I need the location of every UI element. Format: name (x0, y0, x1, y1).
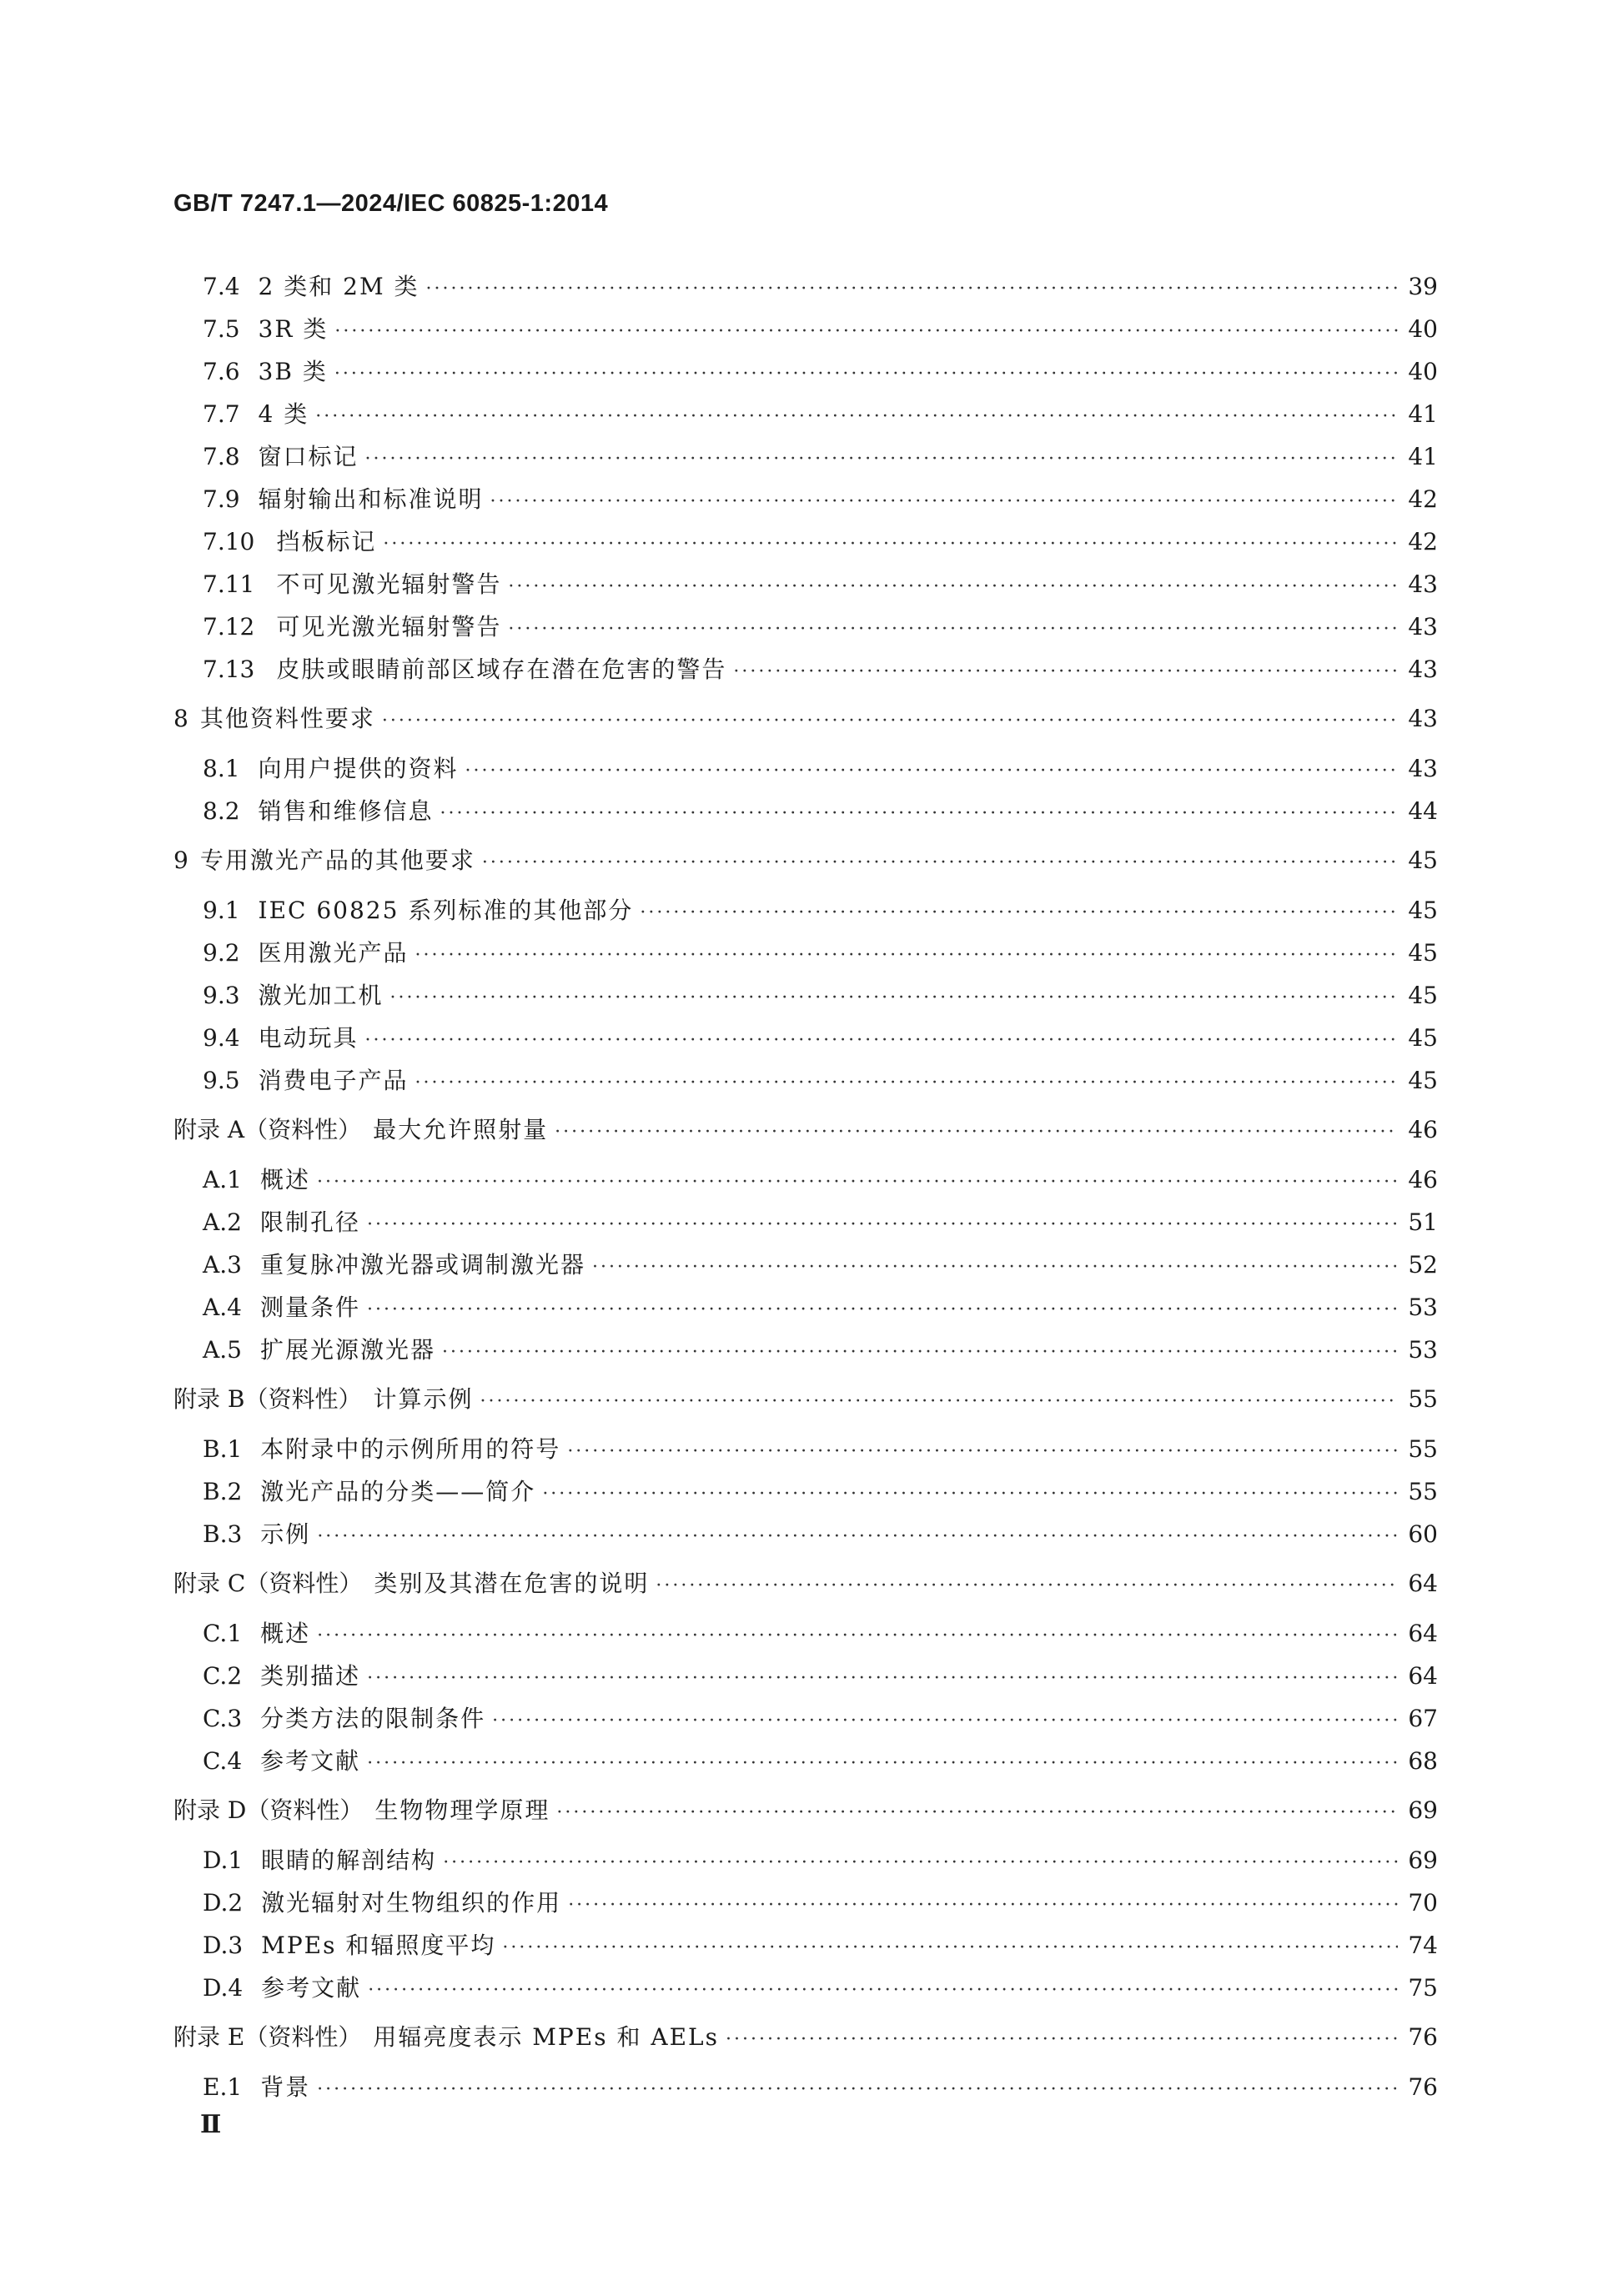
toc-entry-title: 3R 类 (258, 315, 329, 343)
toc-entry-number: 9.2 (203, 939, 240, 967)
toc-entry-page: 75 (1408, 1974, 1438, 2002)
toc-entry[interactable] (173, 1697, 1438, 1740)
toc-entry-title: 专用激光产品的其他要求 (199, 847, 475, 874)
toc-entry-number: 7.10 (203, 528, 255, 555)
toc-leader-dots (465, 750, 1398, 792)
toc-entry-title: 皮肤或眼睛前部区域存在潜在危害的警告 (276, 656, 727, 683)
toc-entry-page: 76 (1408, 2023, 1438, 2051)
toc-entry-page: 64 (1408, 1662, 1438, 1690)
toc-leader-dots (415, 934, 1398, 977)
toc-entry-page: 40 (1408, 358, 1438, 385)
toc-leader-dots (390, 977, 1398, 1019)
toc-entry-title: 本附录中的示例所用的符号 (260, 1435, 561, 1463)
toc-entry-number: 8 (173, 705, 188, 732)
toc-entry-page: 41 (1408, 443, 1438, 470)
document-header: GB/T 7247.1—2024/IEC 60825-1:2014 (173, 190, 609, 217)
toc-entry-page: 45 (1408, 939, 1438, 967)
toc-entry-page: 41 (1408, 400, 1438, 428)
toc-entry[interactable] (173, 974, 1438, 1017)
toc-entry-title: 4 类 (258, 400, 309, 428)
toc-entry-title: 背景 (260, 2073, 311, 2101)
toc-entry-number: A.3 (203, 1251, 242, 1279)
toc-entry[interactable] (173, 1967, 1438, 2009)
toc-entry-page: 46 (1408, 1166, 1438, 1193)
toc-entry-title: 最大允许照射量 (373, 1116, 549, 1143)
toc-entry-title: IEC 60825 系列标准的其他部分 (258, 897, 634, 924)
toc-entry[interactable] (173, 1158, 1438, 1201)
toc-entry-number: 附录 D（资料性） (173, 1796, 364, 1824)
toc-leader-dots (490, 480, 1398, 523)
toc-entry[interactable] (173, 839, 1438, 882)
toc-entry-title: 挡板标记 (276, 528, 377, 555)
toc-leader-dots (555, 1111, 1398, 1153)
toc-leader-dots (568, 1884, 1398, 1927)
toc-entry-page: 70 (1408, 1889, 1438, 1917)
toc-entry-page: 45 (1408, 897, 1438, 924)
toc-entry-page: 52 (1408, 1251, 1438, 1279)
toc-entry-title: 2 类和 2M 类 (258, 273, 420, 300)
toc-leader-dots (567, 1430, 1398, 1473)
toc-entry[interactable] (173, 1243, 1438, 1286)
toc-leader-dots (640, 892, 1398, 934)
toc-entry-number: 附录 C（资料性） (173, 1570, 363, 1597)
toc-entry[interactable] (173, 563, 1438, 605)
toc-entry-number: 9 (173, 847, 188, 874)
toc-leader-dots (317, 1515, 1398, 1558)
toc-entry-page: 55 (1408, 1478, 1438, 1505)
toc-entry-number: 附录 A（资料性） (173, 1116, 362, 1143)
toc-entry-page: 44 (1408, 797, 1438, 825)
toc-entry-number: C.3 (203, 1705, 243, 1732)
toc-entry-number: C.1 (203, 1620, 243, 1647)
toc-entry-number: 8.1 (203, 755, 240, 782)
toc-entry-page: 43 (1408, 570, 1438, 598)
toc-entry-number: B.3 (203, 1520, 243, 1548)
toc-entry-title: 参考文献 (260, 1747, 361, 1775)
toc-entry-page: 76 (1408, 2073, 1438, 2101)
toc-entry-number: D.4 (203, 1974, 244, 2002)
toc-entry[interactable] (173, 1108, 1438, 1151)
toc-entry-title: 不可见激光辐射警告 (276, 570, 502, 598)
toc-entry[interactable] (173, 1839, 1438, 1882)
toc-entry-page: 55 (1408, 1435, 1438, 1463)
toc-leader-dots (542, 1473, 1398, 1515)
toc-entry[interactable] (173, 889, 1438, 932)
toc-leader-dots (365, 1019, 1398, 1062)
toc-leader-dots (733, 651, 1398, 693)
toc-entry-number: B.2 (203, 1478, 243, 1505)
toc-leader-dots (440, 792, 1398, 835)
toc-entry[interactable] (173, 1789, 1438, 1831)
toc-leader-dots (334, 310, 1398, 353)
toc-entry[interactable] (173, 605, 1438, 648)
toc-entry-page: 43 (1408, 755, 1438, 782)
toc-entry-number: D.3 (203, 1932, 244, 1959)
toc-entry-number: C.2 (203, 1662, 243, 1690)
toc-entry[interactable] (173, 1740, 1438, 1782)
toc-entry-number: 9.4 (203, 1024, 240, 1052)
toc-entry-title: 电动玩具 (258, 1024, 359, 1052)
toc-entry[interactable] (173, 1017, 1438, 1059)
toc-entry[interactable] (173, 265, 1438, 308)
toc-entry[interactable] (173, 1428, 1438, 1470)
toc-leader-dots (480, 1380, 1399, 1423)
toc-leader-dots (317, 1161, 1398, 1203)
page-number: Ⅱ (200, 2110, 222, 2139)
toc-leader-dots (367, 1289, 1398, 1331)
toc-entry-number: A.4 (203, 1294, 242, 1321)
toc-leader-dots (315, 395, 1398, 438)
toc-entry-number: 附录 E（资料性） (173, 2023, 362, 2051)
toc-entry-page: 40 (1408, 315, 1438, 343)
toc-entry-title: 消费电子产品 (258, 1067, 409, 1094)
toc-entry[interactable] (173, 932, 1438, 974)
toc-entry-title: 其他资料性要求 (199, 705, 375, 732)
toc-leader-dots (492, 1700, 1398, 1742)
toc-leader-dots (415, 1062, 1398, 1104)
toc-entry-title: 向用户提供的资料 (258, 755, 459, 782)
toc-entry-page: 45 (1408, 847, 1438, 874)
toc-entry[interactable] (173, 2016, 1438, 2058)
toc-entry-page: 64 (1408, 1620, 1438, 1647)
toc-leader-dots (556, 1791, 1398, 1834)
toc-entry-page: 67 (1408, 1705, 1438, 1732)
toc-entry-title: 重复脉冲激光器或调制激光器 (259, 1251, 585, 1279)
toc-leader-dots (367, 1203, 1398, 1246)
toc-entry-page: 53 (1408, 1336, 1438, 1364)
toc-entry[interactable] (173, 1513, 1438, 1555)
toc-leader-dots (442, 1331, 1398, 1374)
toc-entry[interactable] (173, 2066, 1438, 2108)
toc-entry-number: 9.5 (203, 1067, 240, 1094)
toc-entry-title: 扩展光源激光器 (259, 1336, 435, 1364)
toc-entry-title: 激光辐射对生物组织的作用 (261, 1889, 562, 1917)
toc-entry-number: A.1 (203, 1166, 242, 1193)
toc-entry[interactable] (173, 1329, 1438, 1371)
toc-entry-number: 7.13 (203, 656, 255, 683)
toc-entry-title: 类别及其潜在危害的说明 (374, 1570, 650, 1597)
toc-entry[interactable] (173, 1882, 1438, 1924)
toc-entry-title: 测量条件 (259, 1294, 360, 1321)
toc-leader-dots (334, 353, 1398, 395)
toc-entry-page: 45 (1408, 1024, 1438, 1052)
toc-leader-dots (317, 2068, 1398, 2111)
toc-leader-dots (426, 268, 1398, 310)
toc-entry[interactable] (173, 1378, 1438, 1420)
toc-leader-dots (482, 842, 1398, 884)
toc-entry-page: 55 (1408, 1385, 1438, 1413)
toc-entry[interactable] (173, 697, 1438, 740)
toc-entry-number: 7.8 (203, 443, 240, 470)
toc-entry[interactable] (173, 790, 1438, 832)
toc-entry-number: 7.9 (203, 485, 240, 513)
toc-entry-title: 3B 类 (258, 358, 328, 385)
toc-entry-title: 激光产品的分类——简介 (260, 1478, 536, 1505)
toc-entry-title: 可见光激光辐射警告 (276, 613, 502, 641)
toc-entry-page: 64 (1408, 1570, 1438, 1597)
toc-leader-dots (367, 1742, 1398, 1785)
toc-entry-number: E.1 (203, 2073, 243, 2101)
toc-entry-page: 43 (1408, 656, 1438, 683)
toc-entry-number: 7.7 (203, 400, 240, 428)
toc-leader-dots (508, 565, 1398, 608)
toc-leader-dots (656, 1565, 1398, 1607)
toc-entry-page: 69 (1408, 1846, 1438, 1874)
toc-entry-title: MPEs 和辐照度平均 (261, 1932, 496, 1959)
toc-entry-page: 69 (1408, 1796, 1438, 1824)
toc-leader-dots (368, 1969, 1398, 2012)
toc-entry-title: 用辐亮度表示 MPEs 和 AELs (373, 2023, 719, 2051)
toc-entry[interactable] (173, 350, 1438, 393)
toc-entry-page: 43 (1408, 705, 1438, 732)
toc-entry-page: 45 (1408, 1067, 1438, 1094)
toc-entry[interactable] (173, 1562, 1438, 1605)
toc-entry[interactable] (173, 520, 1438, 563)
toc-leader-dots (382, 700, 1398, 742)
toc-entry[interactable] (173, 1655, 1438, 1697)
toc-entry-number: A.2 (203, 1208, 242, 1236)
toc-entry-number: 7.12 (203, 613, 255, 641)
toc-entry-page: 60 (1408, 1520, 1438, 1548)
toc-entry-page: 51 (1408, 1208, 1438, 1236)
toc-entry[interactable] (173, 478, 1438, 520)
toc-entry[interactable] (173, 1924, 1438, 1967)
toc-entry-title: 销售和维修信息 (258, 797, 434, 825)
toc-entry-title: 示例 (260, 1520, 311, 1548)
toc-entry-title: 类别描述 (260, 1662, 361, 1690)
toc-entry[interactable] (173, 435, 1438, 478)
toc-entry-number: 7.11 (203, 570, 255, 598)
toc-leader-dots (365, 438, 1398, 480)
toc-leader-dots (443, 1841, 1398, 1884)
toc-entry-number: B.1 (203, 1435, 243, 1463)
toc-leader-dots (317, 1615, 1398, 1657)
toc-entry-number: 9.1 (203, 897, 240, 924)
toc-leader-dots (383, 523, 1398, 565)
toc-leader-dots (592, 1246, 1398, 1289)
toc-entry[interactable] (173, 1201, 1438, 1243)
toc-entry-title: 眼睛的解剖结构 (261, 1846, 437, 1874)
toc-entry-number: 7.6 (203, 358, 240, 385)
toc-entry-number: 7.4 (203, 273, 240, 300)
toc-entry-title: 医用激光产品 (258, 939, 409, 967)
toc-entry-page: 43 (1408, 613, 1438, 641)
toc-entry-title: 参考文献 (261, 1974, 362, 2002)
toc-entry-page: 74 (1408, 1932, 1438, 1959)
toc-entry[interactable] (173, 747, 1438, 790)
toc-entry-page: 53 (1408, 1294, 1438, 1321)
toc-entry[interactable] (173, 648, 1438, 691)
toc-entry-title: 激光加工机 (258, 982, 384, 1009)
toc-entry-number: A.5 (203, 1336, 242, 1364)
toc-entry-number: 7.5 (203, 315, 240, 343)
toc-entry-number: D.2 (203, 1889, 244, 1917)
toc-entry-title: 计算示例 (373, 1385, 474, 1413)
toc-entry-page: 39 (1408, 273, 1438, 300)
toc-leader-dots (508, 608, 1398, 651)
toc-entry-number: 附录 B（资料性） (173, 1385, 362, 1413)
toc-leader-dots (367, 1657, 1398, 1700)
toc-entry-number: D.1 (203, 1846, 244, 1874)
toc-entry-title: 生物物理学原理 (374, 1796, 550, 1824)
toc-entry[interactable] (173, 393, 1438, 435)
toc-entry[interactable] (173, 1612, 1438, 1655)
toc-entry[interactable] (173, 1286, 1438, 1329)
toc-leader-dots (502, 1927, 1398, 1969)
table-of-contents (173, 265, 1438, 2108)
toc-entry[interactable] (173, 1059, 1438, 1102)
toc-entry-title: 窗口标记 (258, 443, 359, 470)
toc-entry[interactable] (173, 1470, 1438, 1513)
toc-entry-title: 限制孔径 (259, 1208, 360, 1236)
toc-entry-title: 概述 (259, 1166, 310, 1193)
toc-entry-number: C.4 (203, 1747, 243, 1775)
toc-entry-page: 42 (1408, 528, 1438, 555)
toc-entry[interactable] (173, 308, 1438, 350)
toc-entry-page: 45 (1408, 982, 1438, 1009)
toc-entry-page: 42 (1408, 485, 1438, 513)
toc-entry-title: 分类方法的限制条件 (260, 1705, 486, 1732)
toc-leader-dots (726, 2018, 1398, 2061)
toc-entry-page: 46 (1408, 1116, 1438, 1143)
toc-entry-title: 辐射输出和标准说明 (258, 485, 484, 513)
toc-entry-page: 68 (1408, 1747, 1438, 1775)
toc-entry-number: 8.2 (203, 797, 240, 825)
toc-entry-number: 9.3 (203, 982, 240, 1009)
toc-entry-title: 概述 (260, 1620, 311, 1647)
